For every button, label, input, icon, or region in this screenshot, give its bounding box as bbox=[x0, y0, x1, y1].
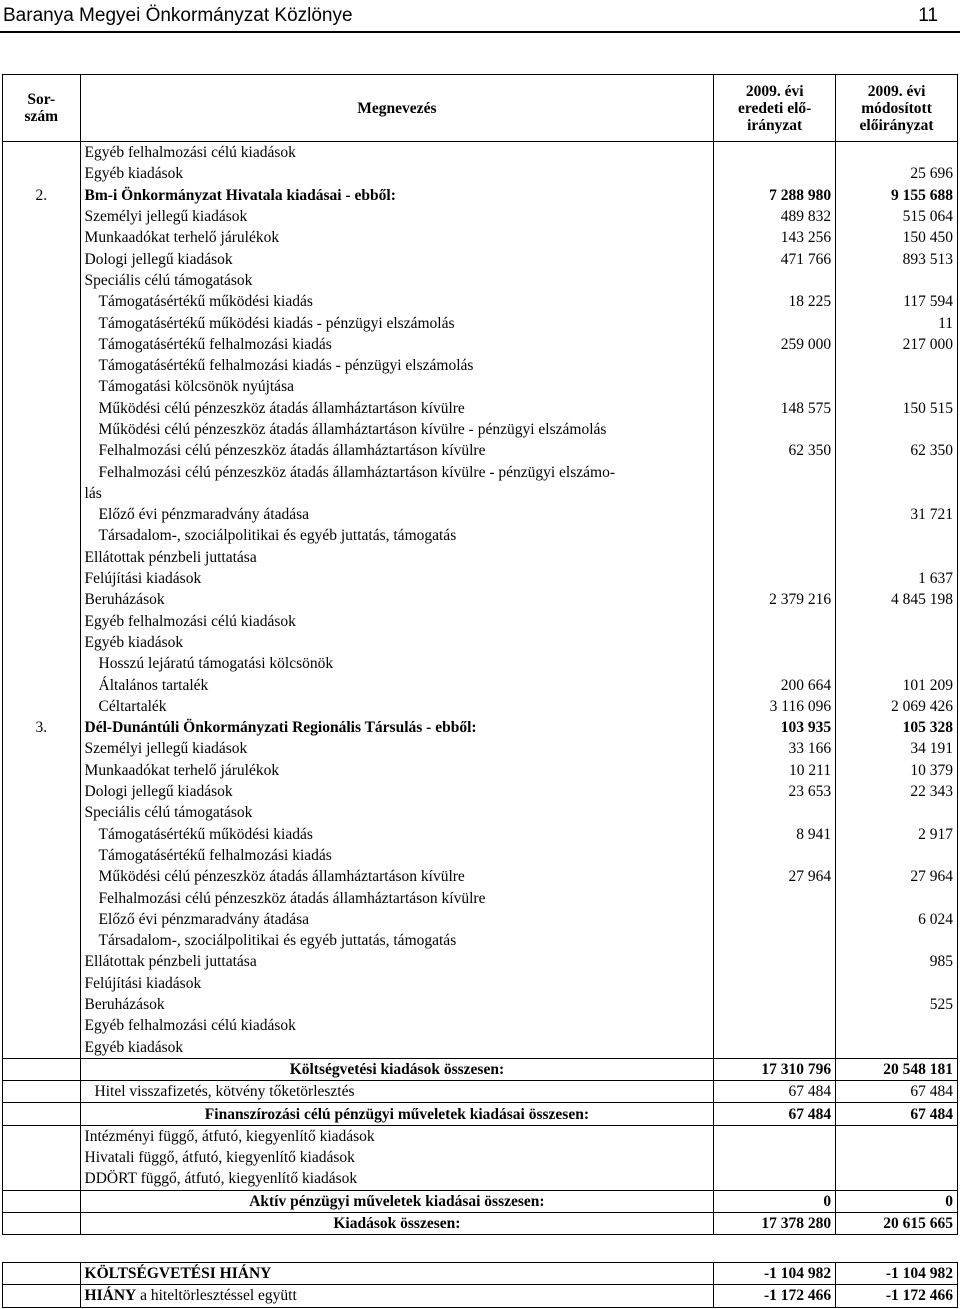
modified-value: 150 515 bbox=[836, 398, 958, 419]
row-label: Személyi jellegű kiadások bbox=[80, 206, 714, 227]
table-row bbox=[3, 185, 958, 206]
row-label: Támogatásértékű működési kiadás - pénzügyi elszámolás bbox=[80, 312, 714, 333]
table-row bbox=[3, 142, 958, 164]
original-value bbox=[714, 419, 836, 440]
row-label: Előző évi pénzmaradvány átadása bbox=[80, 909, 714, 930]
original-value: 33 166 bbox=[714, 738, 836, 759]
table-row bbox=[3, 866, 958, 887]
modified-value: 20 615 665 bbox=[836, 1212, 958, 1234]
row-number bbox=[3, 291, 81, 312]
original-value: 200 664 bbox=[714, 674, 836, 695]
table-row bbox=[3, 1036, 958, 1058]
column-header-original: 2009. évi eredeti elő- irányzat bbox=[714, 75, 836, 142]
modified-value: 893 513 bbox=[836, 248, 958, 269]
summary-label: Kiadások összesen: bbox=[80, 1212, 714, 1234]
row-label: lás bbox=[80, 483, 714, 504]
original-value bbox=[714, 547, 836, 568]
summary-row bbox=[3, 1212, 958, 1234]
row-label: Ellátottak pénzbeli juttatása bbox=[80, 547, 714, 568]
page-header bbox=[0, 0, 960, 33]
original-value bbox=[714, 930, 836, 951]
original-value bbox=[714, 887, 836, 908]
page-number: 11 bbox=[918, 5, 938, 26]
row-number bbox=[3, 738, 81, 759]
row-label: Felújítási kiadások bbox=[80, 568, 714, 589]
row-label: Egyéb kiadások bbox=[80, 1036, 714, 1058]
modified-value: 525 bbox=[836, 994, 958, 1015]
modified-value bbox=[836, 653, 958, 674]
modified-value: 515 064 bbox=[836, 206, 958, 227]
row-number bbox=[3, 461, 81, 482]
row-number bbox=[3, 887, 81, 908]
column-header-number: Sor- szám bbox=[3, 75, 81, 142]
original-value bbox=[714, 142, 836, 164]
row-number bbox=[3, 248, 81, 269]
original-value: 17 310 796 bbox=[714, 1058, 836, 1080]
table-row bbox=[3, 930, 958, 951]
row-number bbox=[3, 525, 81, 546]
original-value: 3 116 096 bbox=[714, 696, 836, 717]
modified-value: 22 343 bbox=[836, 781, 958, 802]
deficit-label-rest: a hiteltörlesztéssel együtt bbox=[136, 1287, 297, 1305]
row-number bbox=[3, 589, 81, 610]
row-label: Egyéb kiadások bbox=[80, 632, 714, 653]
deficit-label bbox=[80, 1285, 714, 1307]
column-header-modified: 2009. évi módosított előirányzat bbox=[836, 75, 958, 142]
row-label: Egyéb felhalmozási célú kiadások bbox=[80, 611, 714, 632]
table-row bbox=[3, 802, 958, 823]
table-row bbox=[3, 824, 958, 845]
row-label: Dél-Dunántúli Önkormányzati Regionális Társulás - ebből: bbox=[80, 717, 714, 738]
summary-row bbox=[3, 1168, 958, 1190]
modified-value bbox=[836, 270, 958, 291]
modified-value: 217 000 bbox=[836, 334, 958, 355]
modified-value: -1 172 466 bbox=[836, 1285, 958, 1307]
deficit-body bbox=[3, 1263, 958, 1308]
modified-value: 1 637 bbox=[836, 568, 958, 589]
row-label: Egyéb felhalmozási célú kiadások bbox=[80, 1015, 714, 1036]
original-value bbox=[714, 1015, 836, 1036]
row-label: Céltartalék bbox=[80, 696, 714, 717]
modified-value: 67 484 bbox=[836, 1081, 958, 1103]
original-value: 18 225 bbox=[714, 291, 836, 312]
row-number bbox=[3, 227, 81, 248]
table-row bbox=[3, 419, 958, 440]
original-value: 148 575 bbox=[714, 398, 836, 419]
deficit-table bbox=[2, 1262, 958, 1308]
row-label: Működési célú pénzeszköz átadás államháztartáson kívülre bbox=[80, 398, 714, 419]
row-number bbox=[3, 270, 81, 291]
table-row bbox=[3, 355, 958, 376]
summary-row bbox=[3, 1103, 958, 1125]
row-label: Speciális célú támogatások bbox=[80, 270, 714, 291]
modified-value: 11 bbox=[836, 312, 958, 333]
deficit-label bbox=[80, 1263, 714, 1285]
summary-label: Hitel visszafizetés, kötvény tőketörlesztés bbox=[80, 1081, 714, 1103]
modified-value: 150 450 bbox=[836, 227, 958, 248]
modified-value: 4 845 198 bbox=[836, 589, 958, 610]
table-row bbox=[3, 376, 958, 397]
row-label: Bm-i Önkormányzat Hivatala kiadásai - ebből: bbox=[80, 185, 714, 206]
row-number bbox=[3, 440, 81, 461]
original-value bbox=[714, 461, 836, 482]
row-label: Munkaadókat terhelő járulékok bbox=[80, 227, 714, 248]
expenditure-table bbox=[2, 74, 958, 1235]
modified-value bbox=[836, 632, 958, 653]
table-row bbox=[3, 227, 958, 248]
summary-row bbox=[3, 1147, 958, 1168]
modified-value bbox=[836, 845, 958, 866]
row-number bbox=[3, 312, 81, 333]
row-label: Beruházások bbox=[80, 589, 714, 610]
modified-value: 105 328 bbox=[836, 717, 958, 738]
original-value bbox=[714, 504, 836, 525]
modified-value bbox=[836, 1147, 958, 1168]
original-value bbox=[714, 1036, 836, 1058]
row-label: Támogatásértékű működési kiadás bbox=[80, 291, 714, 312]
original-value bbox=[714, 653, 836, 674]
original-value bbox=[714, 312, 836, 333]
original-value: 67 484 bbox=[714, 1103, 836, 1125]
deficit-label-bold: HIÁNY bbox=[84, 1287, 137, 1305]
original-value bbox=[714, 568, 836, 589]
row-number bbox=[3, 845, 81, 866]
original-value: -1 172 466 bbox=[714, 1285, 836, 1307]
row-label: Felhalmozási célú pénzeszköz átadás államháztartáson kívülre bbox=[80, 887, 714, 908]
original-value bbox=[714, 973, 836, 994]
row-label: Működési célú pénzeszköz átadás államháztartáson kívülre - pénzügyi elszámolás bbox=[80, 419, 714, 440]
table-row bbox=[3, 568, 958, 589]
table-row bbox=[3, 973, 958, 994]
row-label: Beruházások bbox=[80, 994, 714, 1015]
row-number bbox=[3, 419, 81, 440]
row-number bbox=[3, 355, 81, 376]
table-row bbox=[3, 163, 958, 184]
deficit-row bbox=[3, 1285, 958, 1307]
original-value bbox=[714, 951, 836, 972]
table-row bbox=[3, 440, 958, 461]
row-number bbox=[3, 376, 81, 397]
row-number: 3. bbox=[3, 717, 81, 738]
row-number bbox=[3, 994, 81, 1015]
row-number bbox=[3, 653, 81, 674]
row-number bbox=[3, 1168, 81, 1190]
row-number bbox=[3, 951, 81, 972]
row-number bbox=[3, 1015, 81, 1036]
modified-value: 117 594 bbox=[836, 291, 958, 312]
modified-value: 2 917 bbox=[836, 824, 958, 845]
row-number bbox=[3, 973, 81, 994]
row-number bbox=[3, 1285, 81, 1307]
modified-value: 67 484 bbox=[836, 1103, 958, 1125]
table-row bbox=[3, 589, 958, 610]
summary-label: DDÖRT függő, átfutó, kiegyenlítő kiadások bbox=[80, 1168, 714, 1190]
row-number bbox=[3, 547, 81, 568]
original-value: 67 484 bbox=[714, 1081, 836, 1103]
table-row bbox=[3, 398, 958, 419]
table-row bbox=[3, 611, 958, 632]
table-row bbox=[3, 845, 958, 866]
original-value: 489 832 bbox=[714, 206, 836, 227]
table-row bbox=[3, 738, 958, 759]
table-row bbox=[3, 632, 958, 653]
row-number bbox=[3, 398, 81, 419]
row-label: Speciális célú támogatások bbox=[80, 802, 714, 823]
row-number bbox=[3, 206, 81, 227]
modified-value: -1 104 982 bbox=[836, 1263, 958, 1285]
original-value: 17 378 280 bbox=[714, 1212, 836, 1234]
row-label: Támogatásértékű felhalmozási kiadás - pénzügyi elszámolás bbox=[80, 355, 714, 376]
summary-label: Finanszírozási célú pénzügyi műveletek kiadásai összesen: bbox=[80, 1103, 714, 1125]
original-value bbox=[714, 632, 836, 653]
original-value bbox=[714, 1147, 836, 1168]
original-value bbox=[714, 163, 836, 184]
summary-row bbox=[3, 1190, 958, 1212]
table-row bbox=[3, 248, 958, 269]
row-number bbox=[3, 1125, 81, 1147]
table-row bbox=[3, 291, 958, 312]
table-row bbox=[3, 334, 958, 355]
column-header-name: Megnevezés bbox=[80, 75, 714, 142]
row-label: Dologi jellegű kiadások bbox=[80, 781, 714, 802]
original-value bbox=[714, 845, 836, 866]
row-number bbox=[3, 1263, 81, 1285]
row-number bbox=[3, 824, 81, 845]
summary-label: Intézményi függő, átfutó, kiegyenlítő kiadások bbox=[80, 1125, 714, 1147]
table-row bbox=[3, 547, 958, 568]
row-number bbox=[3, 1190, 81, 1212]
modified-value: 20 548 181 bbox=[836, 1058, 958, 1080]
modified-value: 2 069 426 bbox=[836, 696, 958, 717]
table-row bbox=[3, 951, 958, 972]
row-label: Támogatásértékű felhalmozási kiadás bbox=[80, 845, 714, 866]
table-row bbox=[3, 653, 958, 674]
row-number bbox=[3, 909, 81, 930]
original-value bbox=[714, 994, 836, 1015]
original-value: 8 941 bbox=[714, 824, 836, 845]
row-label: Társadalom-, szociálpolitikai és egyéb juttatás, támogatás bbox=[80, 525, 714, 546]
modified-value bbox=[836, 483, 958, 504]
row-number bbox=[3, 1147, 81, 1168]
row-label: Egyéb felhalmozási célú kiadások bbox=[80, 142, 714, 164]
row-label: Hosszú lejáratú támogatási kölcsönök bbox=[80, 653, 714, 674]
original-value bbox=[714, 525, 836, 546]
original-value bbox=[714, 1125, 836, 1147]
row-label: Személyi jellegű kiadások bbox=[80, 738, 714, 759]
modified-value: 985 bbox=[836, 951, 958, 972]
table-row bbox=[3, 674, 958, 695]
publication-title: Baranya Megyei Önkormányzat Közlönye bbox=[3, 5, 353, 26]
row-number bbox=[3, 674, 81, 695]
row-number bbox=[3, 760, 81, 781]
modified-value: 27 964 bbox=[836, 866, 958, 887]
modified-value: 62 350 bbox=[836, 440, 958, 461]
row-label: Felhalmozási célú pénzeszköz átadás államháztartáson kívülre bbox=[80, 440, 714, 461]
original-value: 259 000 bbox=[714, 334, 836, 355]
original-value: 23 653 bbox=[714, 781, 836, 802]
row-number: 2. bbox=[3, 185, 81, 206]
row-label: Támogatási kölcsönök nyújtása bbox=[80, 376, 714, 397]
row-number bbox=[3, 781, 81, 802]
row-label: Dologi jellegű kiadások bbox=[80, 248, 714, 269]
row-label: Munkaadókat terhelő járulékok bbox=[80, 760, 714, 781]
original-value: 143 256 bbox=[714, 227, 836, 248]
table-row bbox=[3, 717, 958, 738]
row-number bbox=[3, 611, 81, 632]
row-label: Felhalmozási célú pénzeszköz átadás államháztartáson kívülre - pénzügyi elszámo- bbox=[80, 461, 714, 482]
original-value: 2 379 216 bbox=[714, 589, 836, 610]
row-label: Egyéb kiadások bbox=[80, 163, 714, 184]
row-number bbox=[3, 1103, 81, 1125]
row-number bbox=[3, 1081, 81, 1103]
table-row bbox=[3, 312, 958, 333]
original-value: -1 104 982 bbox=[714, 1263, 836, 1285]
row-number bbox=[3, 334, 81, 355]
original-value bbox=[714, 376, 836, 397]
original-value: 0 bbox=[714, 1190, 836, 1212]
row-number bbox=[3, 504, 81, 525]
original-value bbox=[714, 802, 836, 823]
table-row bbox=[3, 781, 958, 802]
row-number bbox=[3, 483, 81, 504]
modified-value bbox=[836, 355, 958, 376]
row-number bbox=[3, 1036, 81, 1058]
table-row bbox=[3, 525, 958, 546]
deficit-label-bold: KÖLTSÉGVETÉSI HIÁNY bbox=[84, 1265, 272, 1283]
summary-label: Aktív pénzügyi műveletek kiadásai összesen: bbox=[80, 1190, 714, 1212]
modified-value bbox=[836, 1168, 958, 1190]
original-value: 7 288 980 bbox=[714, 185, 836, 206]
modified-value: 31 721 bbox=[836, 504, 958, 525]
row-label: Felújítási kiadások bbox=[80, 973, 714, 994]
modified-value bbox=[836, 461, 958, 482]
modified-value: 0 bbox=[836, 1190, 958, 1212]
row-number bbox=[3, 163, 81, 184]
summary-row bbox=[3, 1125, 958, 1147]
row-label: Általános tartalék bbox=[80, 674, 714, 695]
table-row bbox=[3, 270, 958, 291]
table-row bbox=[3, 696, 958, 717]
modified-value bbox=[836, 376, 958, 397]
modified-value bbox=[836, 142, 958, 164]
row-number bbox=[3, 802, 81, 823]
row-number bbox=[3, 1212, 81, 1234]
modified-value bbox=[836, 547, 958, 568]
table-row bbox=[3, 461, 958, 482]
row-number bbox=[3, 632, 81, 653]
summary-label: Költségvetési kiadások összesen: bbox=[80, 1058, 714, 1080]
original-value: 10 211 bbox=[714, 760, 836, 781]
modified-value: 6 024 bbox=[836, 909, 958, 930]
original-value bbox=[714, 483, 836, 504]
table-row bbox=[3, 206, 958, 227]
original-value: 103 935 bbox=[714, 717, 836, 738]
row-number bbox=[3, 142, 81, 164]
original-value bbox=[714, 909, 836, 930]
original-value bbox=[714, 270, 836, 291]
row-label: Társadalom-, szociálpolitikai és egyéb juttatás, támogatás bbox=[80, 930, 714, 951]
deficit-row bbox=[3, 1263, 958, 1285]
modified-value bbox=[836, 930, 958, 951]
row-number bbox=[3, 568, 81, 589]
modified-value: 34 191 bbox=[836, 738, 958, 759]
table-row bbox=[3, 909, 958, 930]
modified-value bbox=[836, 1125, 958, 1147]
table-row bbox=[3, 994, 958, 1015]
row-number bbox=[3, 1058, 81, 1080]
original-value bbox=[714, 611, 836, 632]
row-label: Ellátottak pénzbeli juttatása bbox=[80, 951, 714, 972]
table-body bbox=[3, 142, 958, 1235]
modified-value bbox=[836, 525, 958, 546]
row-label: Működési célú pénzeszköz átadás államháztartáson kívülre bbox=[80, 866, 714, 887]
original-value bbox=[714, 355, 836, 376]
table-row bbox=[3, 887, 958, 908]
modified-value: 101 209 bbox=[836, 674, 958, 695]
row-label: Támogatásértékű felhalmozási kiadás bbox=[80, 334, 714, 355]
row-number bbox=[3, 696, 81, 717]
modified-value: 25 696 bbox=[836, 163, 958, 184]
original-value bbox=[714, 1168, 836, 1190]
original-value: 62 350 bbox=[714, 440, 836, 461]
modified-value: 10 379 bbox=[836, 760, 958, 781]
modified-value bbox=[836, 802, 958, 823]
modified-value bbox=[836, 419, 958, 440]
modified-value bbox=[836, 1036, 958, 1058]
modified-value bbox=[836, 1015, 958, 1036]
original-value: 471 766 bbox=[714, 248, 836, 269]
summary-row bbox=[3, 1081, 958, 1103]
table-row bbox=[3, 1015, 958, 1036]
row-number bbox=[3, 866, 81, 887]
table-row bbox=[3, 483, 958, 504]
table-row bbox=[3, 504, 958, 525]
summary-label: Hivatali függő, átfutó, kiegyenlítő kiadások bbox=[80, 1147, 714, 1168]
summary-row bbox=[3, 1058, 958, 1080]
row-label: Előző évi pénzmaradvány átadása bbox=[80, 504, 714, 525]
modified-value bbox=[836, 887, 958, 908]
row-number bbox=[3, 930, 81, 951]
table-header bbox=[3, 75, 958, 142]
modified-value bbox=[836, 611, 958, 632]
original-value: 27 964 bbox=[714, 866, 836, 887]
table-row bbox=[3, 760, 958, 781]
row-label: Támogatásértékű működési kiadás bbox=[80, 824, 714, 845]
modified-value bbox=[836, 973, 958, 994]
modified-value: 9 155 688 bbox=[836, 185, 958, 206]
